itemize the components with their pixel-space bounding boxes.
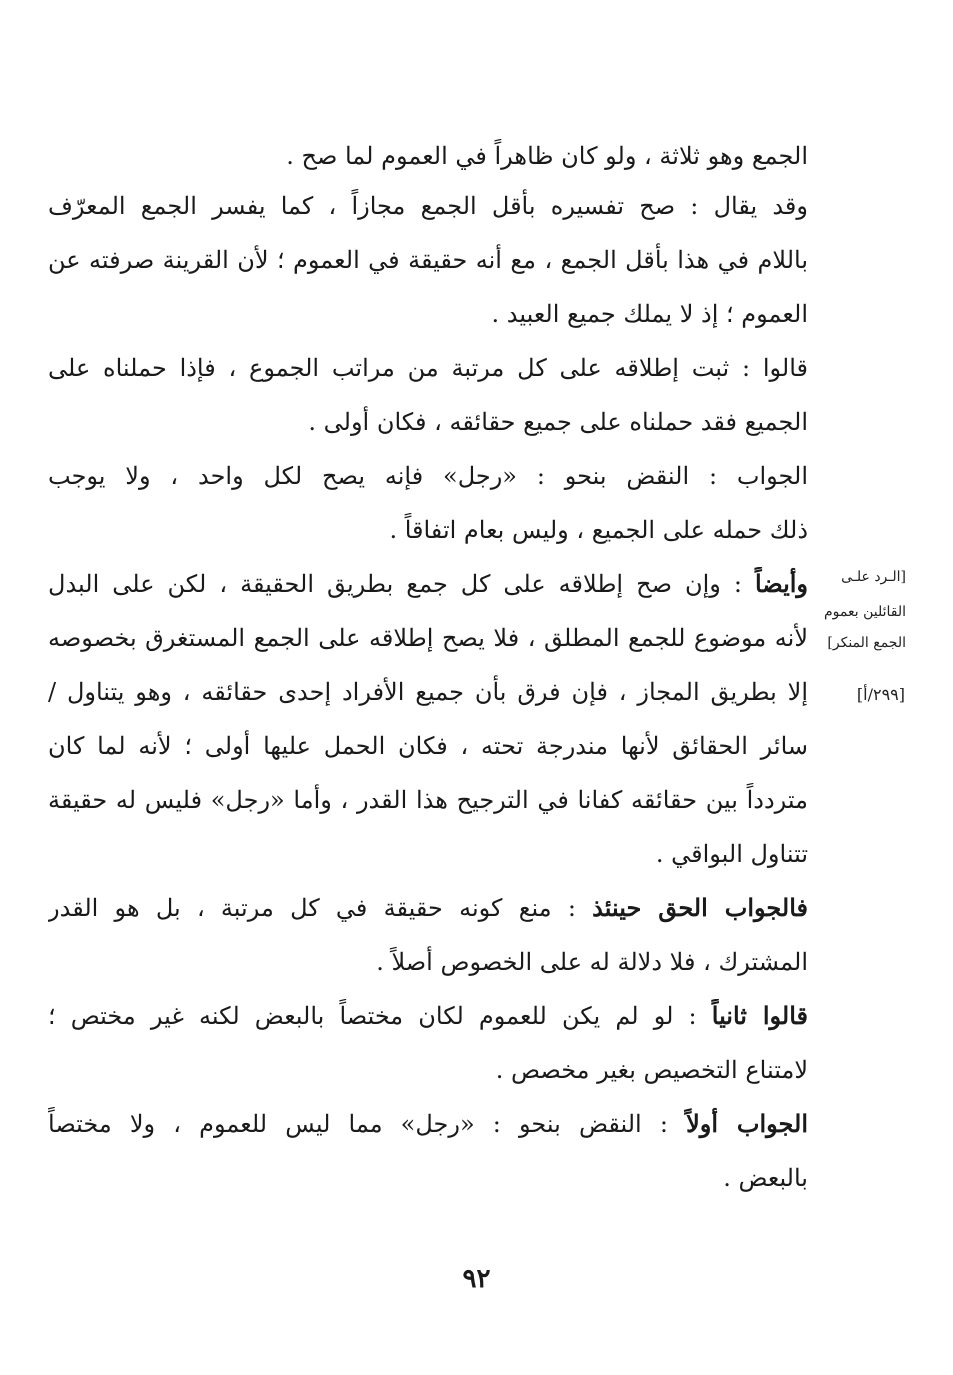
text-line-15-rest: : منع كونه حقيقة في كل مرتبة ، بل هو القدر <box>48 894 593 922</box>
text-line-13: متردداً بين حقائقه كفانا في الترجيح هذا القدر ، وأما «رجل» فليس له حقيقة <box>48 786 808 814</box>
text-line-9 <box>48 567 808 603</box>
text-line-15 <box>48 891 808 927</box>
text-line-19-rest: : النقض بنحو : «رجل» مما ليس للعموم ، ولا مختصاً <box>48 1110 687 1138</box>
text-line-7: الجواب : النقض بنحو : «رجل» فإنه يصح لكل واحد ، ولا يوجب <box>48 462 808 490</box>
text-line-18: لامتناع التخصيص بغير مخصص . <box>495 1056 808 1084</box>
text-line-3: باللام في هذا بأقل الجمع ، مع أنه حقيقة في العموم ؛ لأن القرينة صرفته عن <box>48 246 808 274</box>
text-line-8: ذلك حمله على الجميع ، وليس بعام اتفاقاً . <box>389 516 808 544</box>
text-line-9-rest: : وإن صح إطلاقه على كل جمع بطريق الحقيقة ، لكن على البدل <box>48 570 755 598</box>
text-line-17-rest: : لو لم يكن للعموم لكان مختصاً بالبعض لكنه غير مختص ؛ <box>48 1002 712 1030</box>
text-line-20: بالبعض . <box>723 1164 808 1192</box>
text-line-4: العموم ؛ إذ لا يملك جميع العبيد . <box>491 300 808 328</box>
text-line-1: الجمع وهو ثلاثة ، ولو كان ظاهراً في العموم لما صح . <box>286 142 808 170</box>
text-line-16: المشترك ، فلا دلالة له على الخصوص أصلاً . <box>376 948 808 976</box>
margin-note-line-3: الجمع المنكر] <box>827 635 906 651</box>
text-line-2: وقد يقال : صح تفسيره بأقل الجمع مجازاً ، كما يفسر الجمع المعرّف <box>48 192 808 220</box>
text-line-19 <box>48 1107 808 1143</box>
text-line-6: الجميع فقد حملناه على جميع حقائقه ، فكان أولى . <box>308 408 808 436</box>
margin-note-line-1: [الـرد علـى <box>841 569 906 585</box>
text-line-5: قالوا : ثبت إطلاقه على كل مرتبة من مراتب الجموع ، فإذا حملناه على <box>48 354 808 382</box>
text-line-17 <box>48 999 808 1035</box>
bold-lead-answer-first: الجواب أولاً <box>686 1109 808 1138</box>
bold-lead-answer-truth: فالجواب الحق حينئذ <box>592 893 808 922</box>
bold-lead-also: وأيضاً <box>754 569 808 598</box>
text-line-14: تتناول البواقي . <box>655 840 808 868</box>
margin-note-line-2: القائلين بعموم <box>823 604 906 620</box>
bold-lead-they-said-second: قالوا ثانياً <box>711 1001 808 1030</box>
text-line-11: إلا بطريق المجاز ، فإن فرق بأن جميع الأفراد إحدى حقائقه ، وهو يتناول / <box>48 678 808 706</box>
page-number: ٩٢ <box>462 1264 491 1294</box>
text-line-12: سائر الحقائق لأنها مندرجة تحته ، فكان الحمل عليها أولى ؛ لأنه لما كان <box>48 732 808 760</box>
folio-reference: [٢٩٩/أ] <box>856 685 905 704</box>
text-line-10: لأنه موضوع للجمع المطلق ، فلا يصح إطلاقه على الجمع المستغرق بخصوصه <box>48 624 808 652</box>
